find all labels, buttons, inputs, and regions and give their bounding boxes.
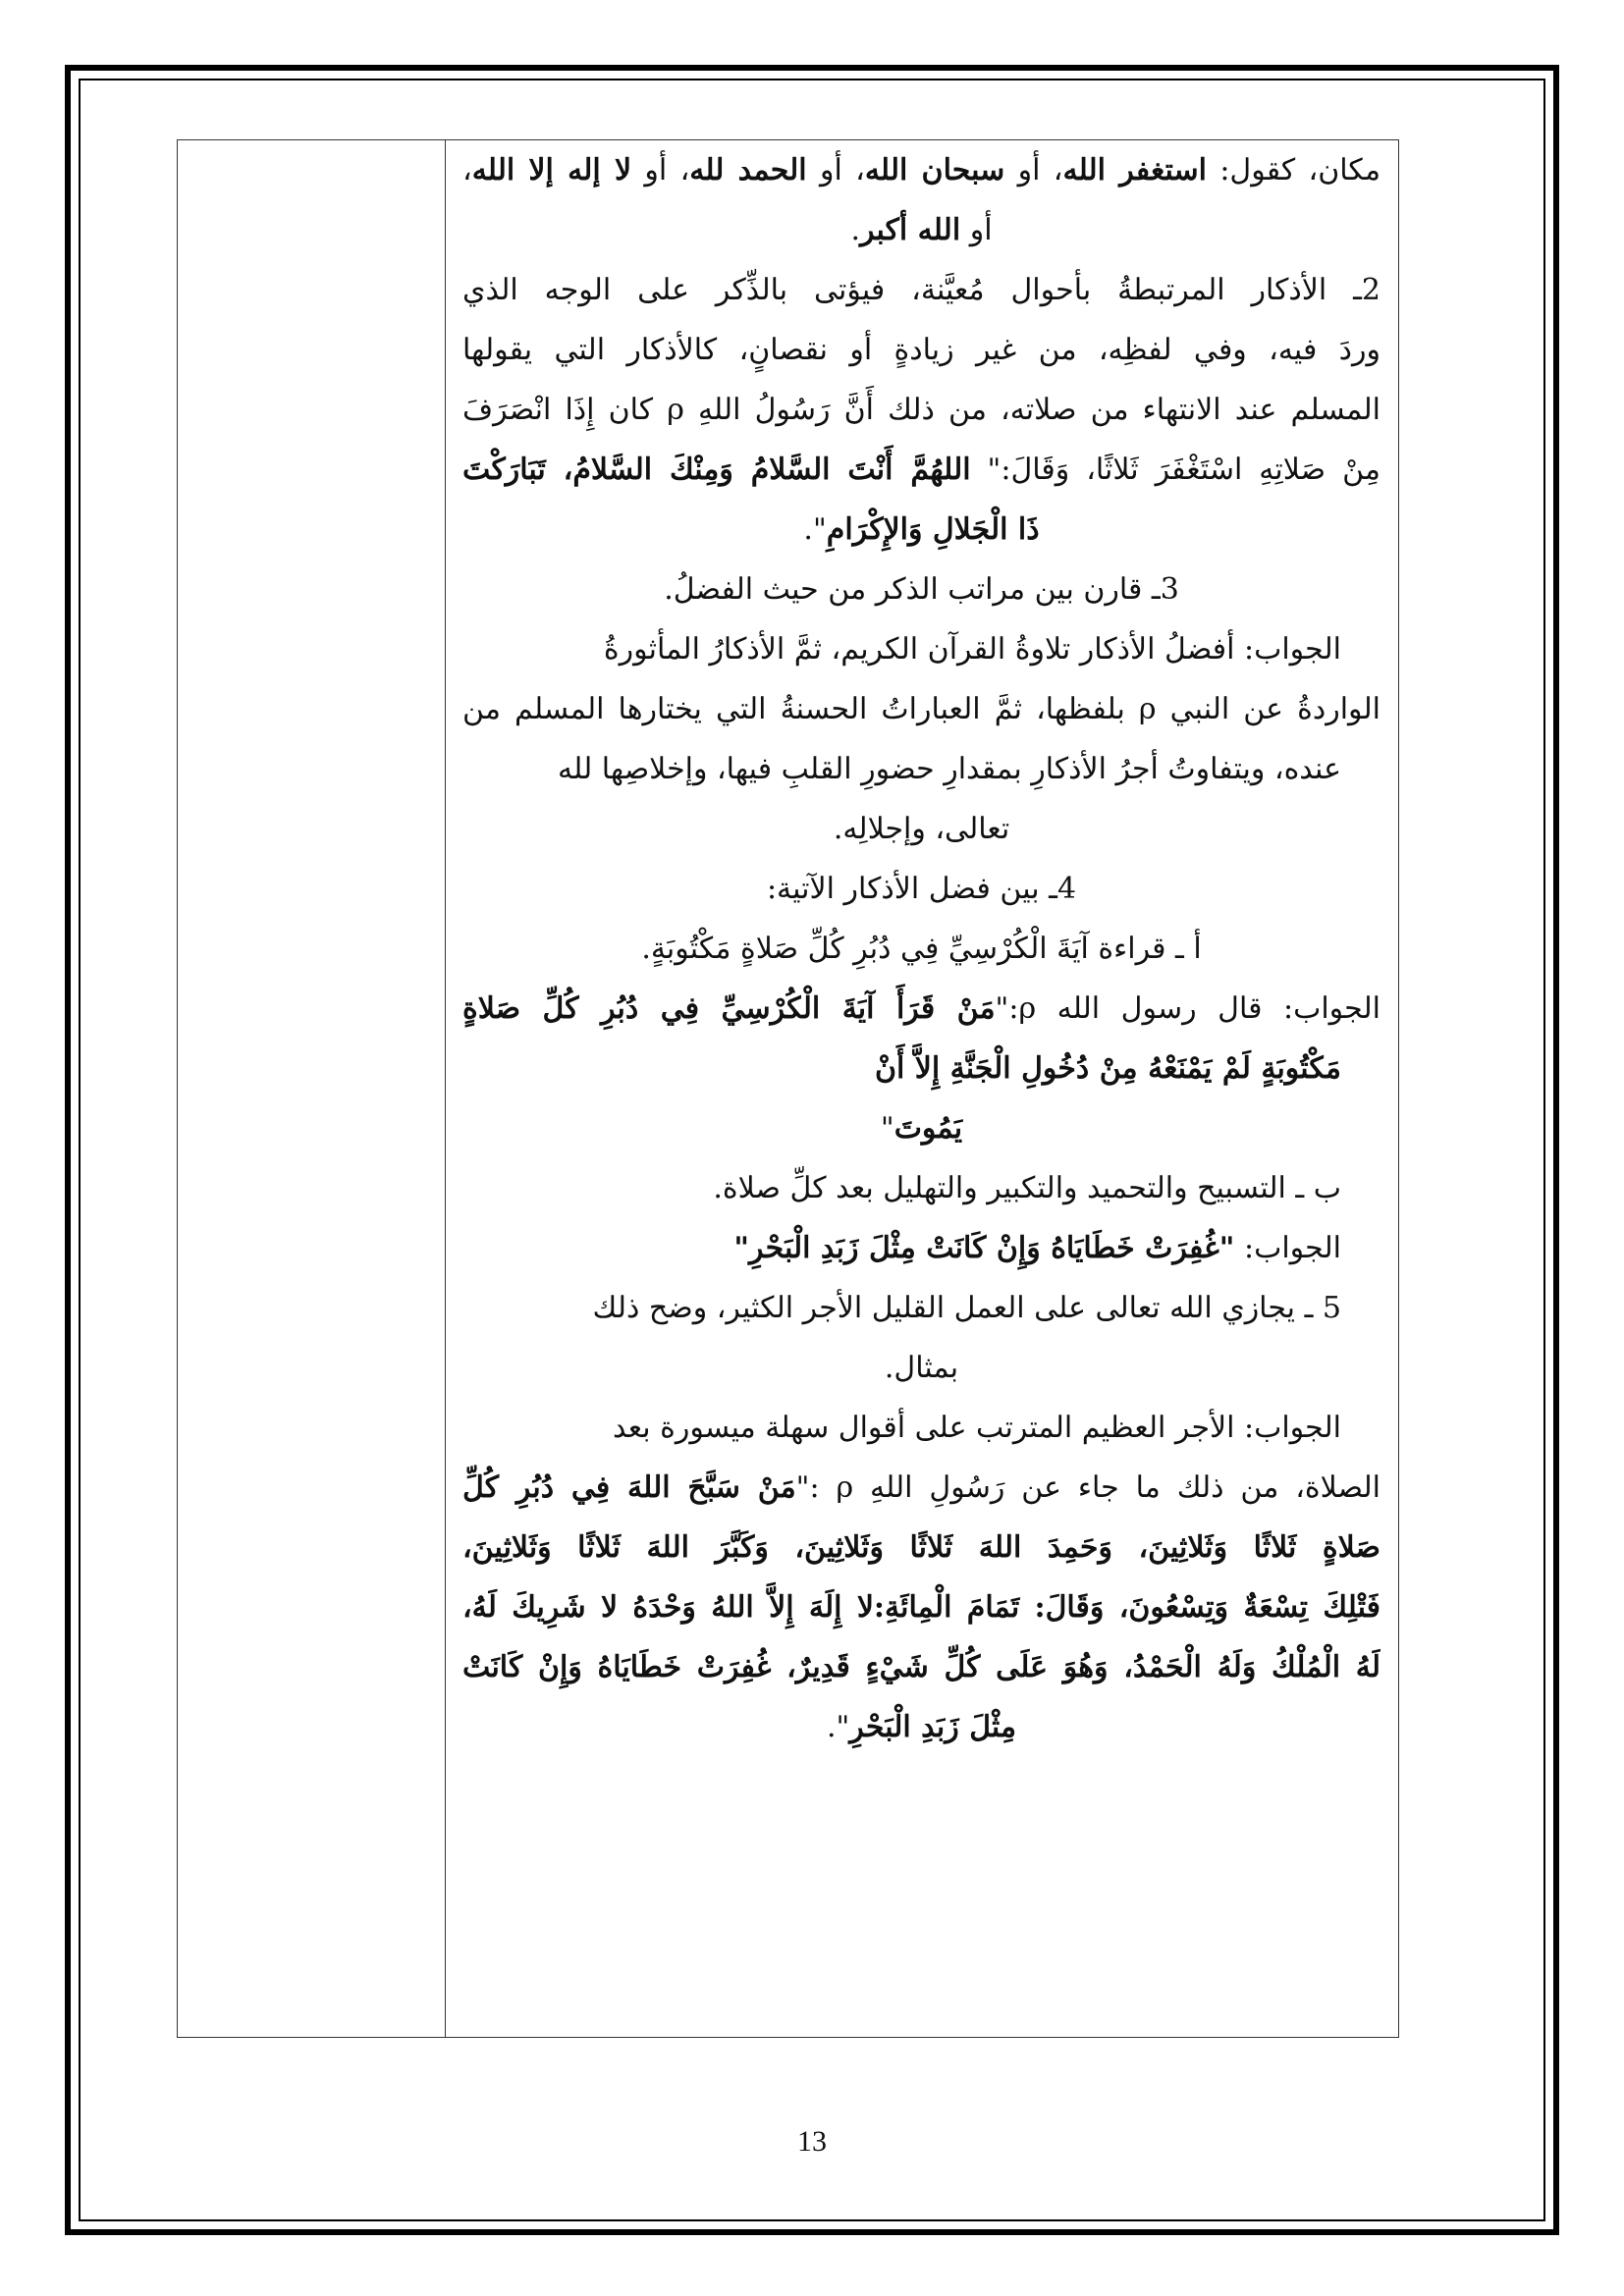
text-run: عنده، ويتفاوتُ أجرُ الأذكارِ بمقدارِ حضورِ القلبِ فيها، وإخلاصِها لله (558, 752, 1341, 786)
text-line (462, 1218, 1380, 1278)
text-line (462, 1098, 1380, 1158)
content-table (177, 139, 1399, 2038)
text-line (462, 1458, 1380, 1518)
text-run: أ ـ قراءة آيَةَ الْكُرْسِيِّ فِي دُبُرِ كُلِّ صَلاةٍ مَكْتُوبَةٍ. (641, 932, 1202, 966)
text-run: الصلاة، من ذلك ما جاء عن رَسُولِ اللهِ ρ :" (795, 1470, 1380, 1505)
text-run: الواردةُ عن النبي ρ بلفظها، ثمَّ العباراتُ الحسنةُ التي يختارها المسلم من (462, 692, 1380, 726)
text-run: . (850, 213, 860, 247)
text-line (462, 1577, 1380, 1637)
text-line (462, 619, 1380, 679)
text-run: 3ـ قارن بين مراتب الذكر من حيث الفضلُ. (664, 572, 1179, 607)
text-line (462, 320, 1380, 380)
table-text-column (462, 140, 1380, 1757)
text-run: مِنْ صَلاتِهِ اسْتَغْفَرَ ثَلاثًا، وَقَالَ:" (970, 453, 1380, 487)
text-line (462, 440, 1380, 500)
bold-text-run: صَلاةٍ ثَلاثًا وَثَلاثِينَ، وَحَمِدَ اللهَ ثَلاثًا وَثَلاثِينَ، وَكَبَّرَ اللهَ ثَلاثًا وَثَلاثِينَ، (462, 1530, 1380, 1565)
text-line (462, 1398, 1380, 1458)
text-line (462, 1278, 1380, 1338)
text-run: الجواب: قال رسول الله ρ:" (995, 991, 1380, 1026)
text-run: ". (803, 512, 827, 547)
bold-text-run: سبحان الله (864, 153, 1005, 187)
text-run: أو (960, 213, 993, 247)
bold-text-run: مَنْ قَرَأَ آيَةَ الْكُرْسِيِّ فِي دُبُرِ كُلِّ صَلاةٍ (462, 991, 996, 1026)
text-line (462, 739, 1380, 799)
bold-text-run: ذَا الْجَلالِ وَالإِكْرَامِ (826, 512, 1040, 547)
text-run: الجواب: الأجر العظيم المترتب على أقوال سهلة ميسورة بعد (613, 1411, 1341, 1445)
text-run: 4ـ بين فضل الأذكار الآتية: (766, 872, 1077, 906)
text-line (462, 1697, 1380, 1757)
bold-text-run: الله أكبر (860, 213, 961, 247)
bold-text-run: يَمُوتَ (893, 1111, 963, 1146)
text-line (462, 200, 1380, 260)
text-line (462, 500, 1380, 560)
bold-text-run: مَنْ سَبَّحَ اللهَ فِي دُبُرِ كُلِّ (462, 1470, 796, 1505)
text-line (462, 979, 1380, 1039)
text-run: " (880, 1111, 894, 1146)
bold-text-run: فَتْلِكَ تِسْعَةٌ وَتِسْعُونَ، وَقَالَ: تَمَامَ الْمِائَةِ:لا إِلَهَ إِلاَّ اللهُ وَحْدَهُ لا شَرِيكَ لَهُ، (462, 1590, 1380, 1625)
bold-text-run: مَكْتُوبَةٍ لَمْ يَمْنَعْهُ مِنْ دُخُولِ الْجَنَّةِ إِلاَّ أَنْ (874, 1051, 1341, 1086)
text-line (462, 859, 1380, 919)
text-run: ، (462, 153, 472, 187)
text-run: ، أو (806, 153, 865, 187)
text-run: بمثال. (884, 1351, 959, 1385)
text-run: المسلم عند الانتهاء من صلاته، من ذلك أَنَّ رَسُولُ اللهِ ρ كان إِذَا انْصَرَفَ (462, 393, 1380, 427)
text-line (462, 919, 1380, 979)
table-empty-column (178, 140, 446, 2037)
text-line (462, 260, 1380, 320)
text-run: ، أو (631, 153, 690, 187)
bold-text-run: اللهُمَّ أَنْتَ السَّلامُ وَمِنْكَ السَّلامُ، تَبَارَكْتَ (462, 453, 971, 487)
text-run: الجواب: (1234, 1231, 1341, 1265)
text-line (462, 380, 1380, 440)
text-run: وردَ فيه، وفي لفظِه، من غير زيادةٍ أو نقصانٍ، كالأذكار التي يقولها (462, 333, 1380, 367)
text-line (462, 1158, 1380, 1218)
text-line (462, 1338, 1380, 1398)
text-line (462, 1637, 1380, 1697)
text-line (462, 679, 1380, 739)
page-number: 13 (797, 2125, 827, 2158)
text-line (462, 140, 1380, 200)
bold-text-run: مِثْلَ زَبَدِ الْبَحْرِ (849, 1710, 1017, 1744)
text-run: تعالى، وإجلالِه. (833, 812, 1010, 846)
text-run: ، أو (1004, 153, 1063, 187)
text-run: 5 ـ يجازي الله تعالى على العمل القليل الأجر الكثير، وضح ذلك (592, 1291, 1341, 1325)
text-line (462, 1039, 1380, 1098)
text-run: 2ـ الأذكار المرتبطةُ بأحوال مُعيَّنة، فيؤتى بالذِّكر على الوجه الذي (462, 273, 1380, 307)
text-line (462, 799, 1380, 859)
bold-text-run: الحمد لله (689, 153, 807, 187)
text-run: الجواب: أفضلُ الأذكار تلاوةُ القرآن الكريم، ثمَّ الأذكارُ المأثورةُ (603, 632, 1341, 667)
text-run: ". (826, 1710, 850, 1744)
bold-text-run: لَهُ الْمُلْكُ وَلَهُ الْحَمْدُ، وَهُوَ عَلَى كُلِّ شَيْءٍ قَدِيرٌ، غُفِرَتْ خَطَايَاهُ وَإِنْ كَانَتْ (462, 1650, 1380, 1684)
text-line (462, 1518, 1380, 1577)
bold-text-run: "غُفِرَتْ خَطَايَاهُ وَإِنْ كَانَتْ مِثْلَ زَبَدِ الْبَحْرِ" (733, 1231, 1235, 1265)
bold-text-run: استغفر الله (1062, 153, 1207, 187)
bold-text-run: لا إله إلا الله (471, 153, 632, 187)
text-run: ب ـ التسبيح والتحميد والتكبير والتهليل بعد كلِّ صلاة. (713, 1171, 1341, 1205)
text-line (462, 560, 1380, 619)
text-run: مكان، كقول: (1206, 153, 1380, 187)
